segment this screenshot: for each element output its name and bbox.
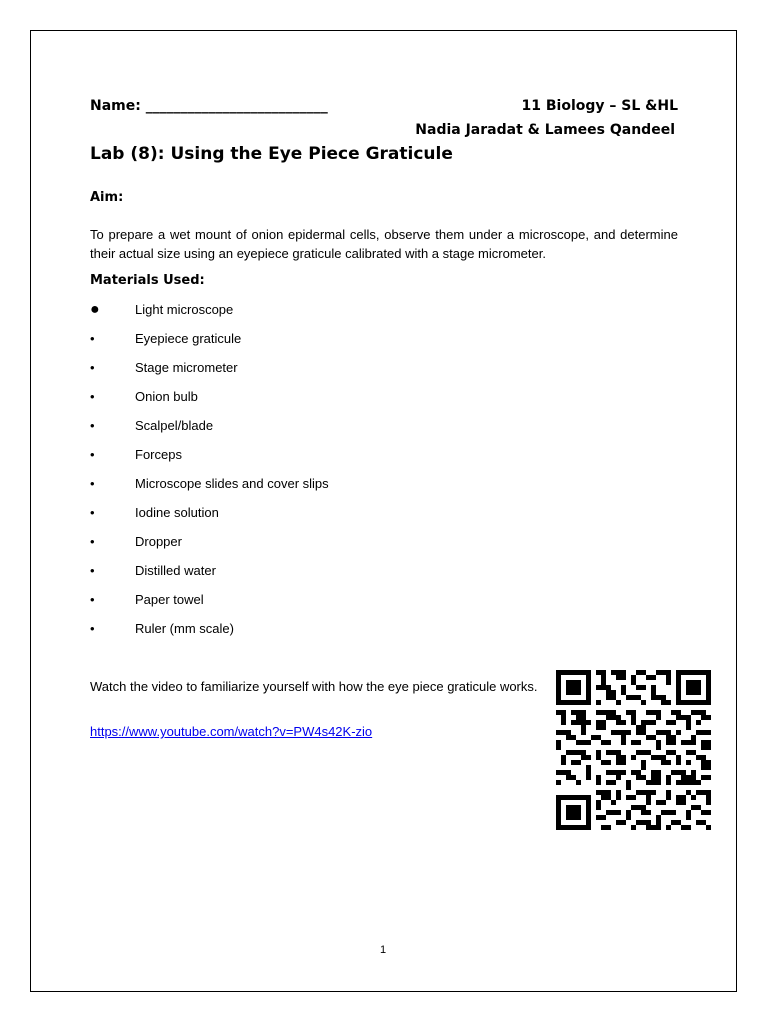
bullet-icon: • [90,534,95,549]
page-number: 1 [380,944,387,956]
bullet-icon: • [90,592,95,607]
material-label: Forceps [135,447,182,462]
name-field-label: Name: __________________________ [90,98,328,114]
course-title: 11 Biology – SL &HL [521,98,678,114]
material-label: Paper towel [135,592,204,607]
material-label: Ruler (mm scale) [135,621,234,636]
bullet-icon: • [90,563,95,578]
material-label: Dropper [135,534,182,549]
lab-title: Lab (8): Using the Eye Piece Graticule [90,144,453,164]
bullet-icon: • [90,621,95,636]
material-label: Iodine solution [135,505,219,520]
aim-heading: Aim: [90,190,124,205]
authors: Nadia Jaradat & Lamees Qandeel [415,122,675,138]
material-label: Light microscope [135,302,234,317]
video-instructions: Watch the video to familiarize yourself with how the eye piece graticule works. [90,679,538,694]
bullet-icon: ● [90,301,100,318]
bullet-icon: • [90,476,95,491]
bullet-icon: • [90,418,95,433]
video-link[interactable]: https://www.youtube.com/watch?v=PW4s42K-zio [90,724,373,739]
bullet-icon: • [90,360,95,375]
bullet-icon: • [90,447,95,462]
material-label: Onion bulb [135,389,198,404]
materials-heading: Materials Used: [90,273,205,288]
material-label: Microscope slides and cover slips [135,476,329,491]
qr-code-icon [556,670,711,830]
bullet-icon: • [90,389,95,404]
material-label: Scalpel/blade [135,418,214,433]
material-label: Distilled water [135,563,216,578]
bullet-icon: • [90,505,95,520]
material-label: Stage micrometer [135,360,238,375]
material-label: Eyepiece graticule [135,331,242,346]
aim-text: To prepare a wet mount of onion epidermal cells, observe them under a microscope, and determine their actual size using an eyepiece graticule calibrated with a stage micrometer. [90,227,678,261]
bullet-icon: • [90,331,95,346]
